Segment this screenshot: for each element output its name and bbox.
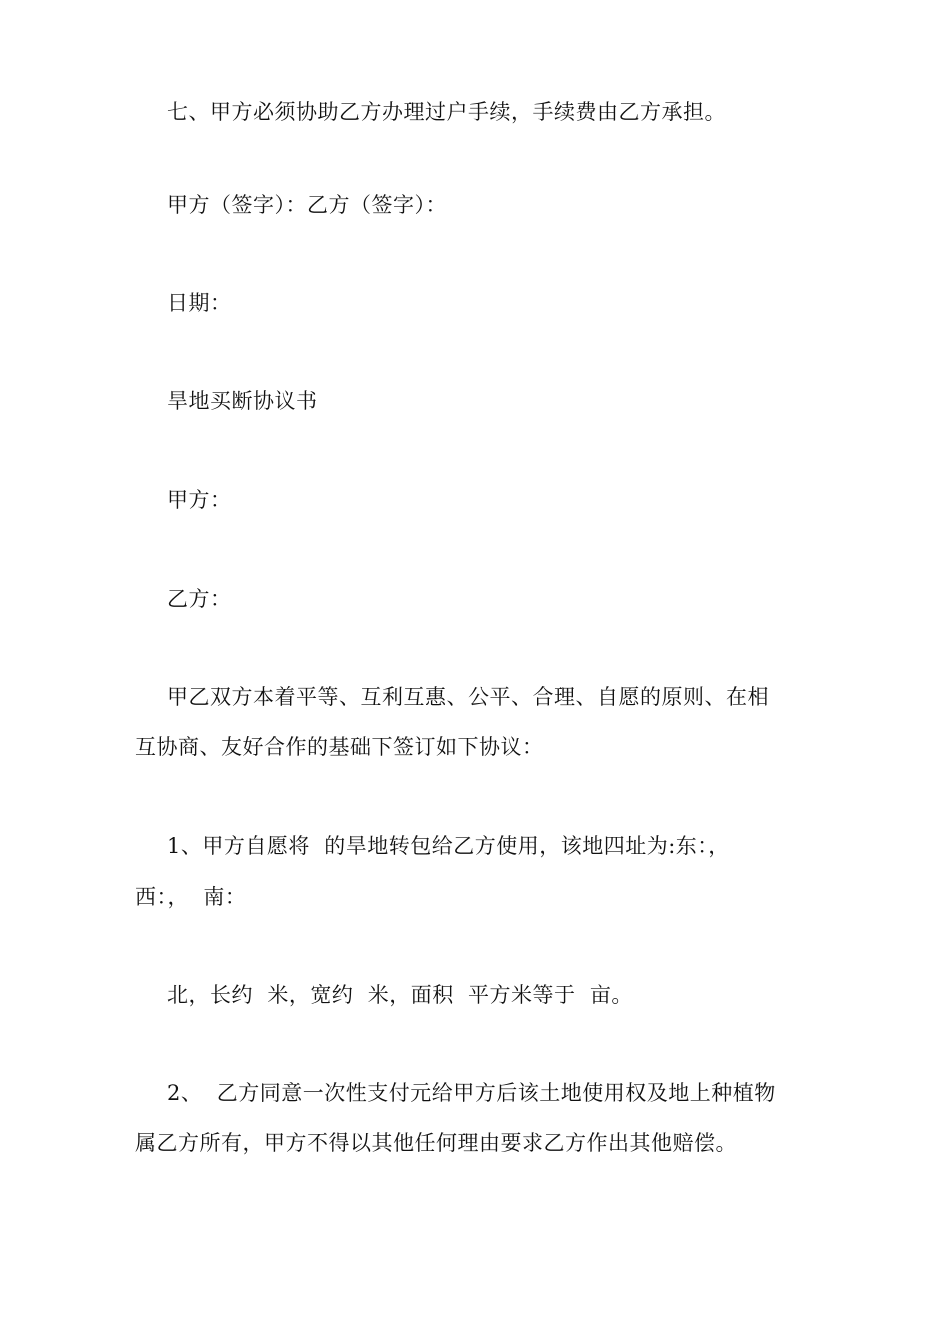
party-a-line: 甲方： [167,488,232,512]
clause-seven: 七、甲方必须协助乙方办理过户手续，手续费由乙方承担。 [167,100,726,124]
clause-two-line-1: 2、 乙方同意一次性支付元给甲方后该土地使用权及地上种植物 [167,1081,776,1105]
document-title: 旱地买断协议书 [167,389,318,413]
clause-one-line-2: 西：， 南： [135,885,247,909]
date-line: 日期： [167,291,232,315]
clause-one-line-1: 1、甲方自愿将 的旱地转包给乙方使用，该地四址为:东：， [167,834,730,858]
party-b-line: 乙方： [167,587,232,611]
clause-one-line-3: 北，长约 米，宽约 米，面积 平方米等于 亩。 [167,983,633,1007]
signature-line: 甲方（签字）：乙方（签字）： [167,193,447,217]
preamble-line-2: 互协商、友好合作的基础下签订如下协议： [135,735,544,759]
preamble-line-1: 甲乙双方本着平等、互利互惠、公平、合理、自愿的原则、在相 [167,685,769,709]
clause-two-line-2: 属乙方所有，甲方不得以其他任何理由要求乙方作出其他赔偿。 [135,1131,737,1155]
